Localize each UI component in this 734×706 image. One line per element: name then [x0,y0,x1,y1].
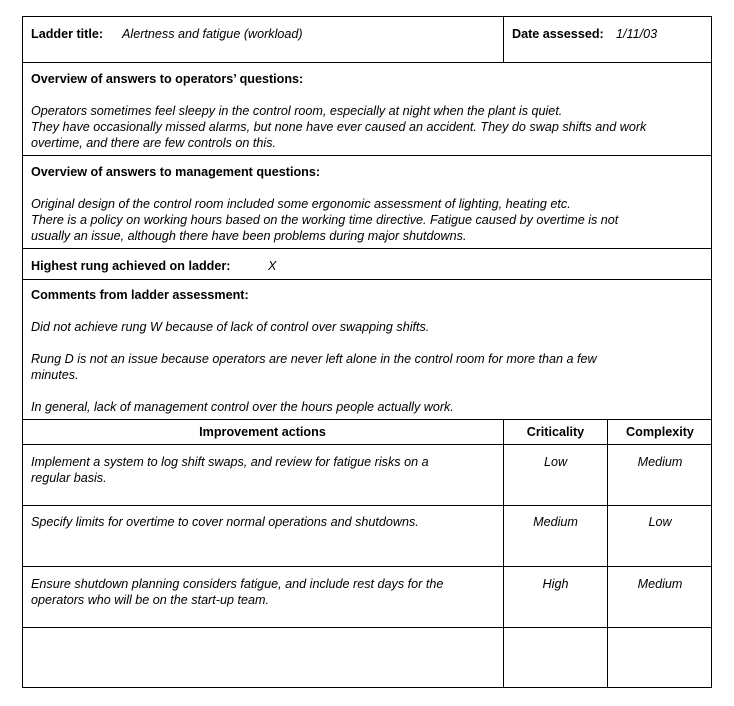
action-text-line: Specify limits for overtime to cover normal operations and shutdowns. [31,515,419,529]
operators-text-line: overtime, and there are few controls on this. [31,136,277,150]
operators-text-line: Operators sometimes feel sleepy in the control room, especially at night when the plant is quiet. [31,104,563,118]
comments-heading: Comments from ladder assessment: [31,288,249,302]
divider [22,419,712,420]
date-assessed-value: 1/11/03 [616,27,658,41]
comment-text-line: minutes. [31,368,79,382]
management-text-line: usually an issue, although there have been problems during major shutdowns. [31,229,467,243]
highest-rung-label: Highest rung achieved on ladder: [31,259,231,273]
action-text-line: Implement a system to log shift swaps, and review for fatigue risks on a [31,455,429,469]
divider [22,627,712,628]
operators-text-line: They have occasionally missed alarms, but none have ever caused an accident. They do swap shifts and work [31,120,647,134]
criticality-value: Low [543,455,568,469]
divider [22,687,712,688]
complexity-value: Medium [637,455,683,469]
divider [22,505,712,506]
management-text-line: Original design of the control room included some ergonomic assessment of lighting, heating etc. [31,197,571,211]
divider [22,566,712,567]
management-text-line: There is a policy on working hours based on the working time directive. Fatigue caused by overtime is not [31,213,619,227]
divider [22,155,712,156]
divider [22,248,712,249]
ladder-title-value: Alertness and fatigue (workload) [122,27,303,41]
col-header-actions: Improvement actions [199,425,326,439]
date-assessed-label: Date assessed: [512,27,604,41]
management-heading: Overview of answers to management questions: [31,165,321,179]
col-header-complexity: Complexity [626,425,694,439]
divider [22,444,712,445]
complexity-value: Low [648,515,672,529]
action-text-line: operators who will be on the start-up team. [31,593,270,607]
action-text-line: regular basis. [31,471,107,485]
operators-heading: Overview of answers to operators’ questions: [31,72,304,86]
col-header-criticality: Criticality [526,425,585,439]
comment-text-line: In general, lack of management control over the hours people actually work. [31,400,454,414]
divider [503,16,504,63]
comment-text-line: Rung D is not an issue because operators are never left alone in the control room for more than a few [31,352,597,366]
complexity-value: Medium [637,577,683,591]
ladder-title-label: Ladder title: [31,27,104,41]
action-text-line: Ensure shutdown planning considers fatigue, and include rest days for the [31,577,444,591]
divider [22,279,712,280]
highest-rung-value: X [268,259,277,273]
comment-text-line: Did not achieve rung W because of lack of control over swapping shifts. [31,320,430,334]
divider [22,62,712,63]
criticality-value: High [542,577,569,591]
criticality-value: Medium [533,515,578,529]
